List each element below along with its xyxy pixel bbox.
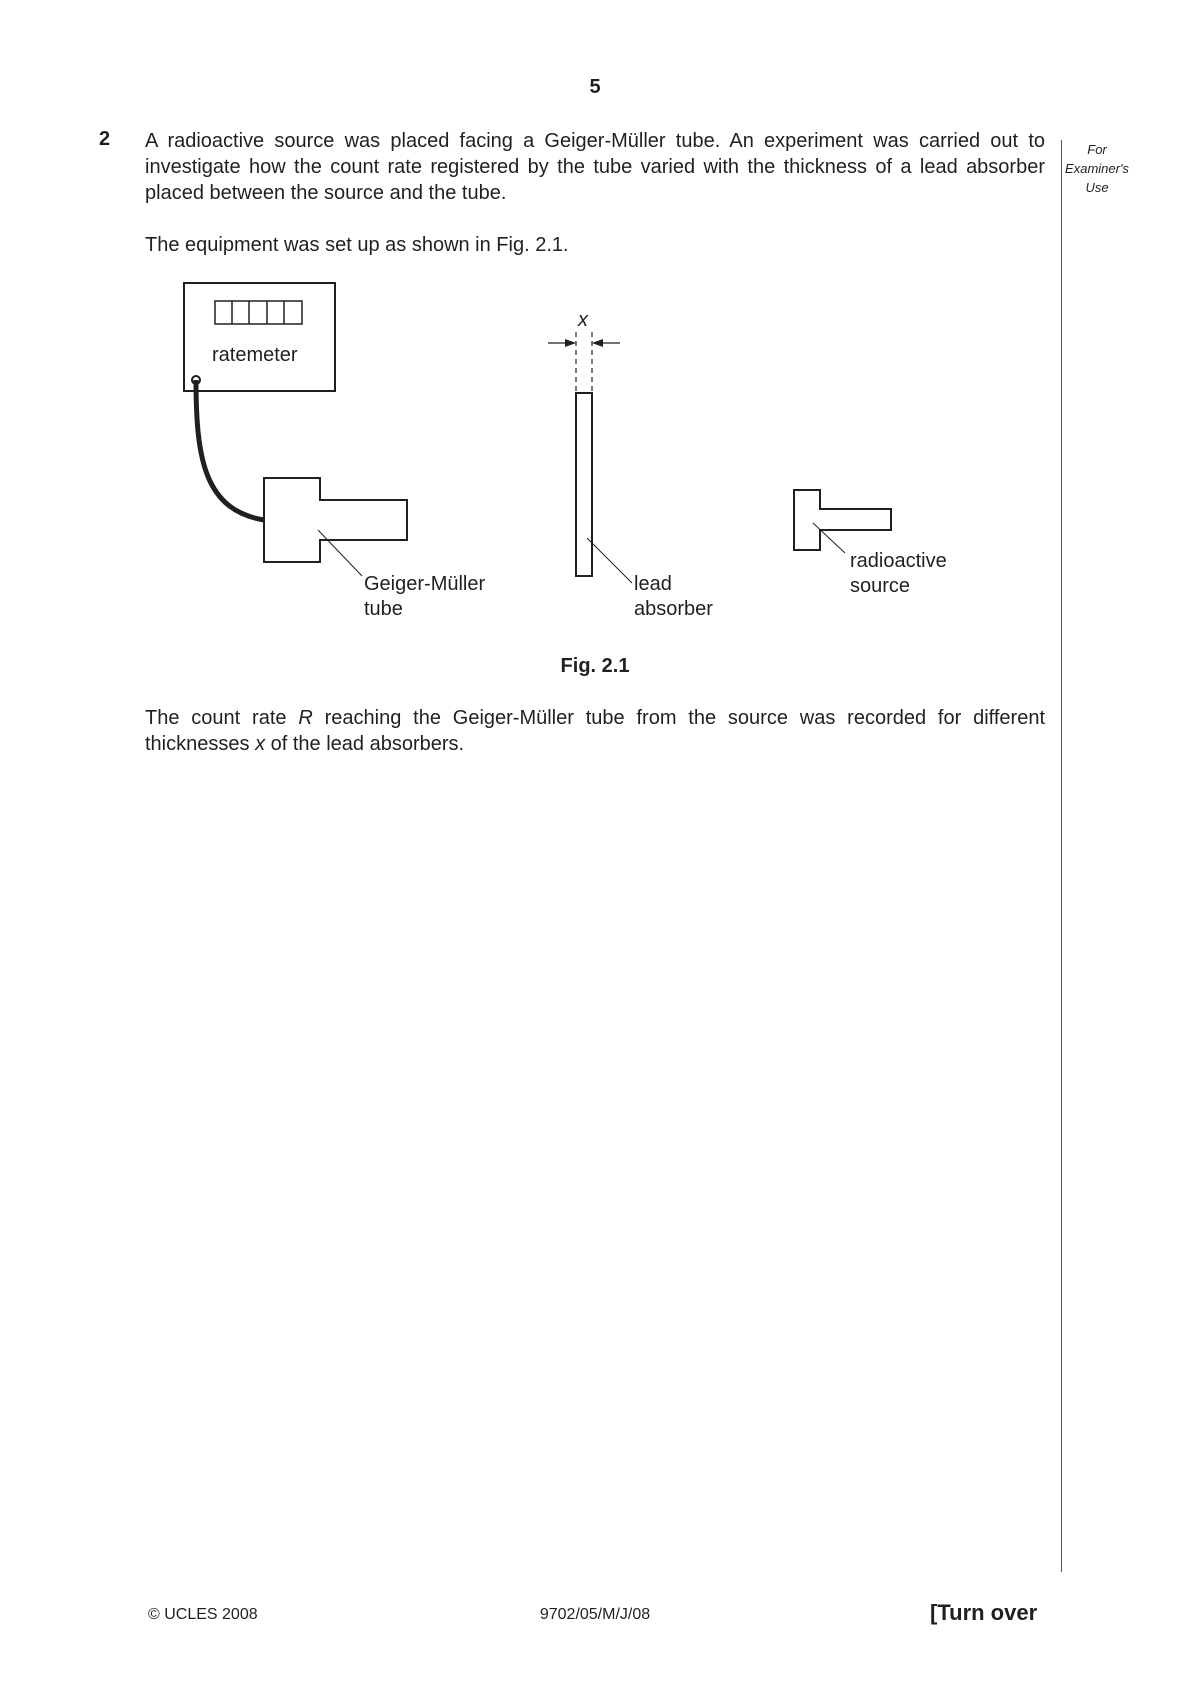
radioactive-source-shape: [794, 490, 891, 550]
examiner-use-line-1: For: [1087, 142, 1107, 157]
ratemeter-label: ratemeter: [212, 344, 298, 366]
ratemeter-display: [215, 301, 302, 324]
page-number: 5: [589, 76, 601, 98]
setup-text: The equipment was set up as shown in Fig. 2.1.: [145, 234, 569, 256]
gm-tube-leader-line: [318, 530, 362, 576]
count-rate-text-part-3: of the lead absorbers.: [265, 733, 465, 755]
variable-x: x: [255, 733, 266, 755]
lead-absorber-label-line-1: lead: [634, 573, 672, 595]
footer-turn-over: [Turn over: [930, 1600, 1038, 1625]
count-rate-text-part-1: The count rate: [145, 707, 299, 729]
figure-caption: Fig. 2.1: [560, 655, 630, 677]
footer-paper-code: 9702/05/M/J/08: [539, 1606, 651, 1623]
source-leader-line: [813, 523, 845, 553]
count-rate-text: [145, 705, 1045, 757]
examiner-use-line-3: Use: [1085, 180, 1109, 195]
arrowhead-right: [592, 339, 603, 347]
examiner-use-line-2: Examiner's: [1065, 161, 1129, 176]
lead-absorber-leader-line: [587, 538, 632, 583]
geiger-muller-tube-shape: [264, 478, 407, 562]
gm-tube-label-line-2: tube: [364, 598, 403, 620]
examiner-use-label: [1052, 140, 1142, 197]
lead-absorber-label-line-2: absorber: [634, 598, 713, 620]
source-label-line-2: source: [850, 575, 911, 597]
question-number: 2: [99, 128, 111, 150]
figure-2-1-diagram: [0, 260, 1190, 640]
count-rate-text-part-2: reaching the Geiger-Müller tube from the source was recorded for different thicknesses: [145, 707, 1045, 755]
gm-tube-label-line-1: Geiger-Müller: [364, 573, 486, 595]
thickness-label: x: [578, 309, 588, 331]
ratemeter-box: [184, 283, 335, 391]
footer-copyright: © UCLES 2008: [148, 1606, 258, 1623]
source-label-line-1: radioactive: [850, 550, 947, 572]
question-intro: A radioactive source was placed facing a Geiger-Müller tube. An experiment was carried out to investigate how the count rate registered by the tube varied with the thickness of a lead absorber placed between the source and the tube.: [145, 130, 1045, 204]
connecting-cable: [196, 380, 264, 520]
lead-absorber-shape: [576, 393, 592, 576]
arrowhead-left: [565, 339, 576, 347]
variable-r: R: [298, 707, 313, 729]
